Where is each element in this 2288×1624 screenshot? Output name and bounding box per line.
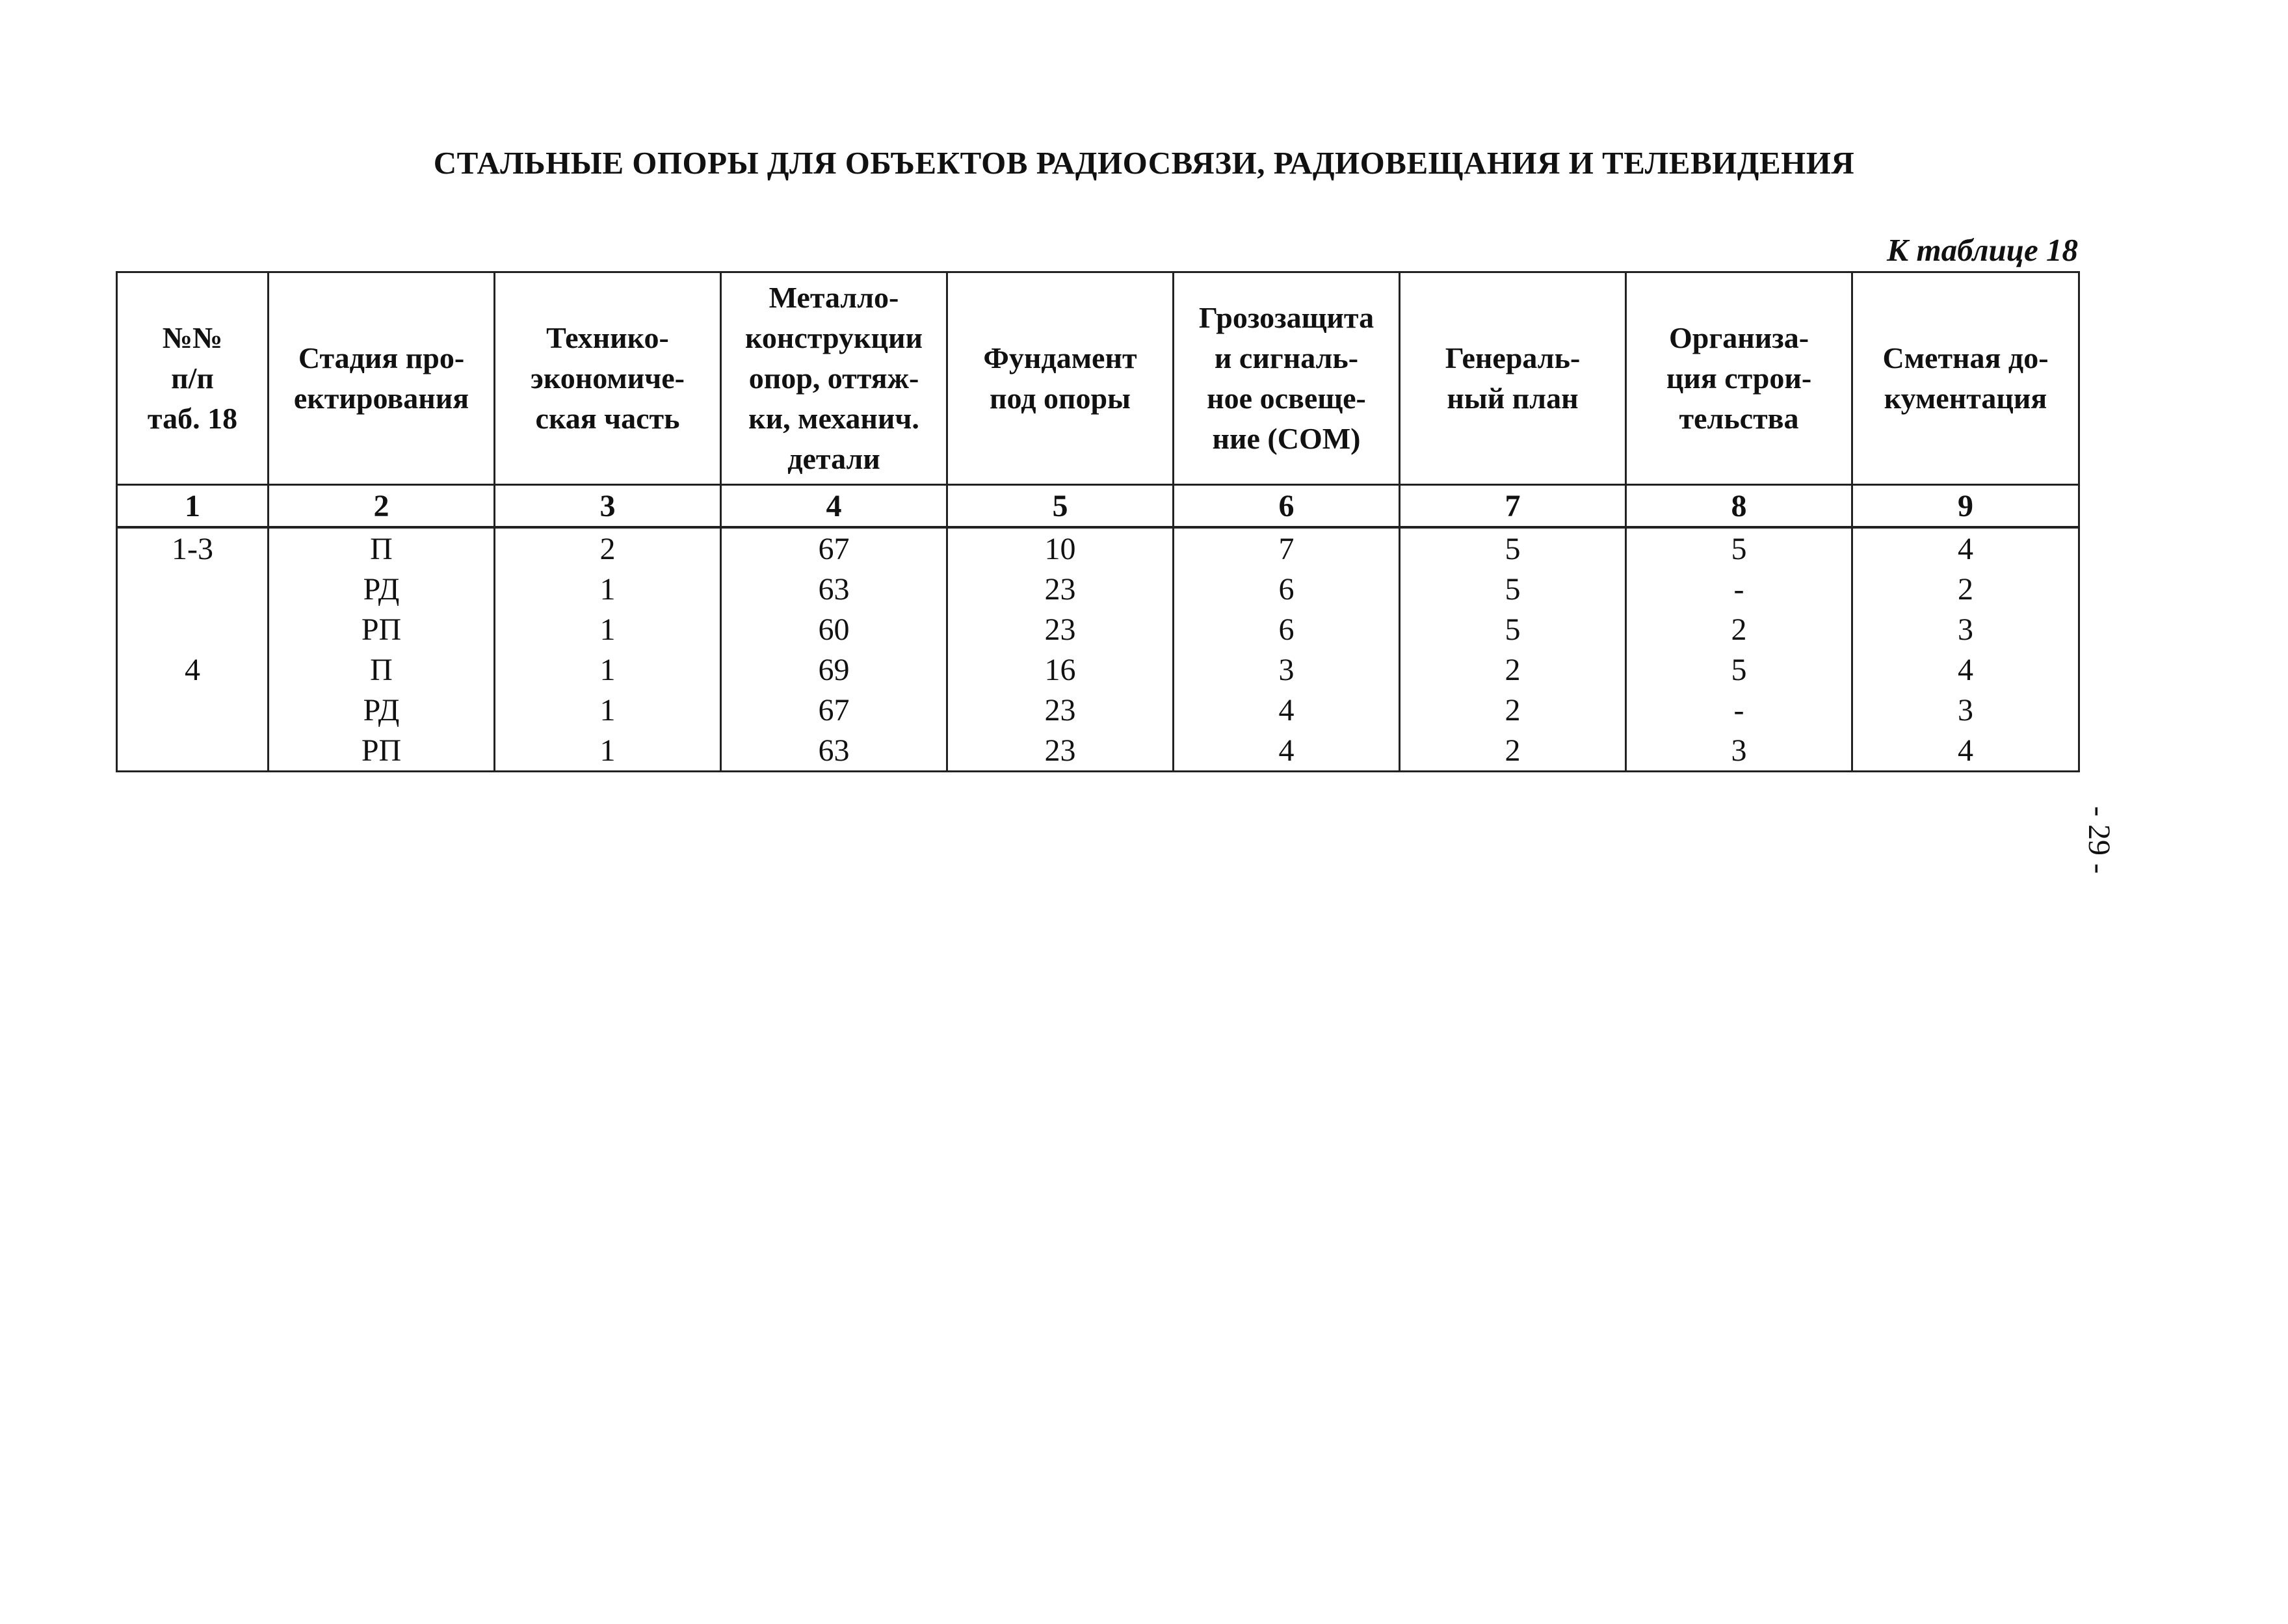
table-cell: 2 <box>1400 649 1626 690</box>
table-reference: К таблице 18 <box>1887 232 2078 268</box>
column-number-cell: 2 <box>269 485 495 528</box>
table-cell: 1 <box>495 569 721 609</box>
table-cell: 4 <box>1174 730 1400 772</box>
table-cell: 69 <box>721 649 947 690</box>
column-number-cell: 9 <box>1852 485 2079 528</box>
table-cell: 60 <box>721 609 947 649</box>
column-number-cell: 4 <box>721 485 947 528</box>
table-cell: 5 <box>1400 527 1626 569</box>
table-cell: П <box>269 527 495 569</box>
page-number: - 29 - <box>2082 806 2116 874</box>
table-cell: 4 <box>117 649 269 690</box>
table-cell: 2 <box>495 527 721 569</box>
table-cell: П <box>269 649 495 690</box>
table-cell: 4 <box>1852 730 2079 772</box>
table-cell: 3 <box>1626 730 1852 772</box>
table-row <box>117 569 2079 609</box>
table-cell <box>117 690 269 730</box>
header-cell-item-number: №№ п/п таб. 18 <box>117 272 269 485</box>
table-row <box>117 730 2079 772</box>
table-cell: 6 <box>1174 569 1400 609</box>
table-cell: 1-3 <box>117 527 269 569</box>
header-cell-lightning-protection: Грозозащита и сигналь- ное освеще- ние (СОМ) <box>1174 272 1400 485</box>
header-cell-construction-organization: Организа- ция строи- тельства <box>1626 272 1852 485</box>
table-cell: 1 <box>495 649 721 690</box>
header-cell-foundation: Фундамент под опоры <box>947 272 1174 485</box>
table-row <box>117 527 2079 569</box>
table-cell: 2 <box>1400 690 1626 730</box>
header-cell-master-plan: Генераль- ный план <box>1400 272 1626 485</box>
table-cell: РД <box>269 569 495 609</box>
table-cell: 5 <box>1400 569 1626 609</box>
column-number-cell: 5 <box>947 485 1174 528</box>
header-cell-design-stage: Стадия про- ектирования <box>269 272 495 485</box>
column-number-cell: 6 <box>1174 485 1400 528</box>
table-cell: 2 <box>1626 609 1852 649</box>
table-cell: 23 <box>947 730 1174 772</box>
table-row <box>117 609 2079 649</box>
table-cell: РП <box>269 609 495 649</box>
table-cell <box>117 569 269 609</box>
table-cell: 63 <box>721 569 947 609</box>
table-cell: 5 <box>1626 649 1852 690</box>
table-cell: 67 <box>721 690 947 730</box>
table-cell: 23 <box>947 609 1174 649</box>
column-number-cell: 1 <box>117 485 269 528</box>
column-number-cell: 7 <box>1400 485 1626 528</box>
column-number-cell: 8 <box>1626 485 1852 528</box>
table-header <box>117 272 2079 485</box>
header-cell-metal-structures: Металло- конструкции опор, оттяж- ки, механич. детали <box>721 272 947 485</box>
table-cell: 23 <box>947 569 1174 609</box>
table-cell: 3 <box>1852 609 2079 649</box>
column-number-section <box>117 485 2079 528</box>
table-cell: - <box>1626 690 1852 730</box>
table-cell: 1 <box>495 690 721 730</box>
table-row <box>117 649 2079 690</box>
column-number-cell: 3 <box>495 485 721 528</box>
table-cell <box>117 609 269 649</box>
table-cell: 4 <box>1852 649 2079 690</box>
table-cell: 5 <box>1400 609 1626 649</box>
header-cell-estimate-documentation: Сметная до- кументация <box>1852 272 2079 485</box>
table-body <box>117 527 2079 772</box>
table-cell: 67 <box>721 527 947 569</box>
table-cell: 3 <box>1174 649 1400 690</box>
table-cell: - <box>1626 569 1852 609</box>
table-cell: 23 <box>947 690 1174 730</box>
table-cell: 2 <box>1852 569 2079 609</box>
table-cell: РД <box>269 690 495 730</box>
table-cell: 3 <box>1852 690 2079 730</box>
table-cell: 7 <box>1174 527 1400 569</box>
table-cell: 4 <box>1174 690 1400 730</box>
table-cell: 4 <box>1852 527 2079 569</box>
column-number-row <box>117 485 2079 528</box>
table-cell: 2 <box>1400 730 1626 772</box>
table-cell: 63 <box>721 730 947 772</box>
table-row <box>117 690 2079 730</box>
table-cell <box>117 730 269 772</box>
design-volumes-table <box>116 271 2080 772</box>
table-cell: 6 <box>1174 609 1400 649</box>
header-cell-feasibility: Технико- экономиче- ская часть <box>495 272 721 485</box>
table-cell: 5 <box>1626 527 1852 569</box>
page-title: СТАЛЬНЫЕ ОПОРЫ ДЛЯ ОБЪЕКТОВ РАДИОСВЯЗИ, РАДИОВЕЩАНИЯ И ТЕЛЕВИДЕНИЯ <box>433 145 1855 181</box>
table-cell: 1 <box>495 730 721 772</box>
table-cell: РП <box>269 730 495 772</box>
table-cell: 16 <box>947 649 1174 690</box>
header-row <box>117 272 2079 485</box>
table-cell: 1 <box>495 609 721 649</box>
table-cell: 10 <box>947 527 1174 569</box>
